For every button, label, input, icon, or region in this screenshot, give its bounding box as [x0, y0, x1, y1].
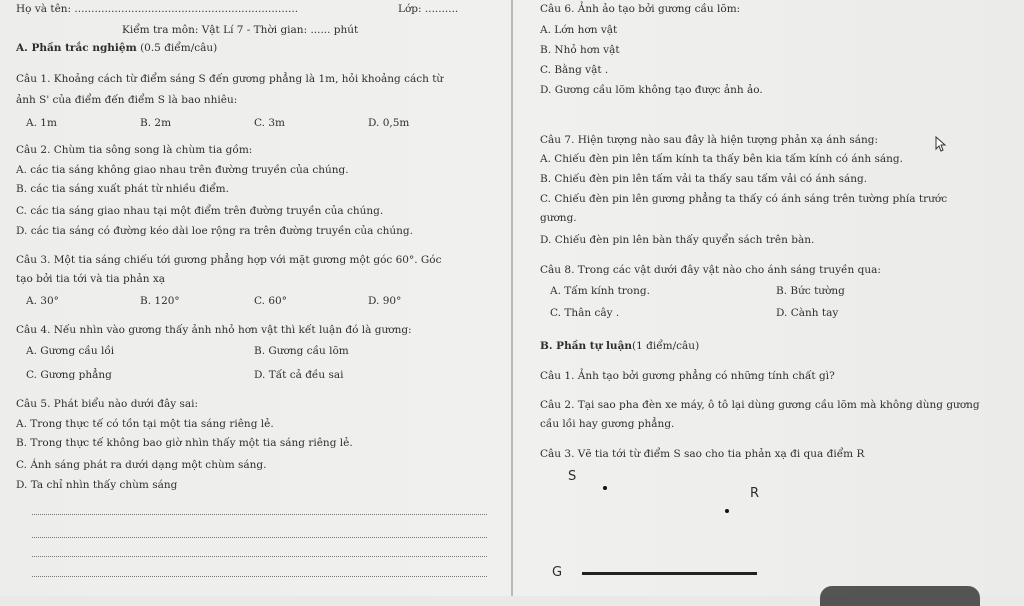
q3-line2: tạo bởi tia tới và tia phản xạ — [16, 273, 166, 285]
q5-option-d: D. Ta chỉ nhìn thấy chùm sáng — [16, 479, 178, 491]
q5-option-a: A. Trong thực tế có tồn tại một tia sáng riêng lẻ. — [16, 418, 274, 430]
q4-option-c: C. Gương phẳng — [26, 369, 112, 381]
point-s-dot — [603, 486, 607, 490]
answer-line-4 — [32, 576, 487, 577]
q8-option-a: A. Tấm kính trong. — [550, 285, 650, 297]
point-r-label: R — [750, 486, 760, 501]
exam-title: Kiểm tra môn: Vật Lí 7 - Thời gian: ...... phút — [122, 24, 359, 36]
q2-option-d: D. các tia sáng có đường kéo dài loe rộng ra trên đường truyền của chúng. — [16, 225, 413, 237]
answer-line-2 — [32, 537, 487, 538]
section-a-points: (0.5 điểm/câu) — [140, 42, 218, 54]
section-a-title: A. Phần trắc nghiệm — [16, 42, 137, 54]
q3-line1: Câu 3. Một tia sáng chiếu tới gương phẳng hợp với mặt gương một góc 60°. Góc — [16, 254, 442, 266]
q7-option-c-line1: C. Chiếu đèn pin lên gương phẳng ta thấy có ánh sáng trên tường phía trước — [540, 193, 948, 205]
q6-option-c: C. Bằng vật . — [540, 64, 609, 76]
q7-option-c-line2: gương. — [540, 212, 577, 224]
q1-option-b: B. 2m — [140, 117, 172, 129]
answer-line-3 — [32, 556, 487, 557]
q5-title: Câu 5. Phát biểu nào dưới đây sai: — [16, 398, 199, 410]
q3-option-d: D. 90° — [368, 295, 402, 307]
q1-option-a: A. 1m — [26, 117, 57, 129]
q6-option-b: B. Nhỏ hơn vật — [540, 44, 620, 56]
q4-title: Câu 4. Nếu nhìn vào gương thấy ảnh nhỏ hơn vật thì kết luận đó là gương: — [16, 324, 412, 336]
section-b-title: B. Phần tự luận — [540, 340, 633, 352]
answer-line-1 — [32, 514, 487, 515]
q2-option-b: B. các tia sáng xuất phát từ nhiều điểm. — [16, 183, 229, 195]
q1-line1: Câu 1. Khoảng cách từ điểm sáng S đến gương phẳng là 1m, hỏi khoảng cách từ — [16, 73, 444, 85]
q4-option-a: A. Gương cầu lồi — [26, 345, 115, 357]
q5-option-c: C. Ánh sáng phát ra dưới dạng một chùm sáng. — [16, 459, 267, 471]
q3-option-c: C. 60° — [254, 295, 287, 307]
q2-title: Câu 2. Chùm tia sông song là chùm tia gồm: — [16, 144, 253, 156]
section-b-heading — [540, 340, 699, 353]
q8-option-d: D. Cành tay — [776, 307, 839, 319]
q3-option-b: B. 120° — [140, 295, 180, 307]
q4-option-d: D. Tất cả đều sai — [254, 369, 344, 381]
mirror-line — [582, 572, 757, 575]
q8-option-c: C. Thân cây . — [550, 307, 620, 319]
q6-option-a: A. Lớn hơn vật — [540, 24, 618, 36]
point-r-dot — [725, 509, 729, 513]
q1-line2: ảnh S' của điểm đến điểm S là bao nhiêu: — [16, 94, 238, 106]
essay-q2-line1: Câu 2. Tại sao pha đèn xe máy, ô tô lại dùng gương cầu lõm mà không dùng gương — [540, 399, 980, 411]
q3-option-a: A. 30° — [26, 295, 59, 307]
q8-option-b: B. Bức tường — [776, 285, 845, 297]
q7-option-b: B. Chiếu đèn pin lên tấm vải ta thấy sau tấm vải có ánh sáng. — [540, 173, 868, 185]
q7-option-d: D. Chiếu đèn pin lên bàn thấy quyển sách trên bàn. — [540, 234, 815, 246]
q6-option-d: D. Gương cầu lõm không tạo được ảnh ảo. — [540, 84, 763, 96]
mouse-cursor-icon — [935, 136, 947, 152]
q4-option-b: B. Gương cầu lõm — [254, 345, 349, 357]
name-label: Họ và tên: ................................................................... — [16, 3, 299, 15]
mirror-g-label: G — [552, 565, 563, 580]
point-s-label: S — [568, 469, 577, 484]
essay-q1: Câu 1. Ảnh tạo bởi gương phẳng có những tính chất gì? — [540, 370, 835, 382]
column-divider — [511, 0, 513, 596]
essay-q3: Câu 3. Vẽ tia tới từ điểm S sao cho tia phản xạ đi qua điểm R — [540, 448, 865, 460]
q5-option-b: B. Trong thực tế không bao giờ nhìn thấy một tia sáng riêng lẻ. — [16, 437, 353, 449]
q7-option-a: A. Chiếu đèn pin lên tấm kính ta thấy bên kia tấm kính có ánh sáng. — [540, 153, 903, 165]
q2-option-c: C. các tia sáng giao nhau tại một điểm trên đường truyền của chúng. — [16, 205, 384, 217]
bottom-overlay — [820, 586, 980, 606]
q2-option-a: A. các tia sáng không giao nhau trên đường truyền của chúng. — [16, 164, 349, 176]
class-label: Lớp: .......... — [398, 3, 459, 15]
section-b-points: (1 điểm/câu) — [632, 340, 700, 352]
section-a-heading — [16, 42, 217, 55]
q7-title: Câu 7. Hiện tượng nào sau đây là hiện tượng phản xạ ánh sáng: — [540, 134, 879, 146]
q1-option-d: D. 0,5m — [368, 117, 410, 129]
essay-q2-line2: cầu lồi hay gương phẳng. — [540, 418, 675, 430]
q1-option-c: C. 3m — [254, 117, 285, 129]
q6-title: Câu 6. Ảnh ảo tạo bởi gương cầu lõm: — [540, 3, 741, 15]
q8-title: Câu 8. Trong các vật dưới đây vật nào cho ánh sáng truyền qua: — [540, 264, 881, 276]
